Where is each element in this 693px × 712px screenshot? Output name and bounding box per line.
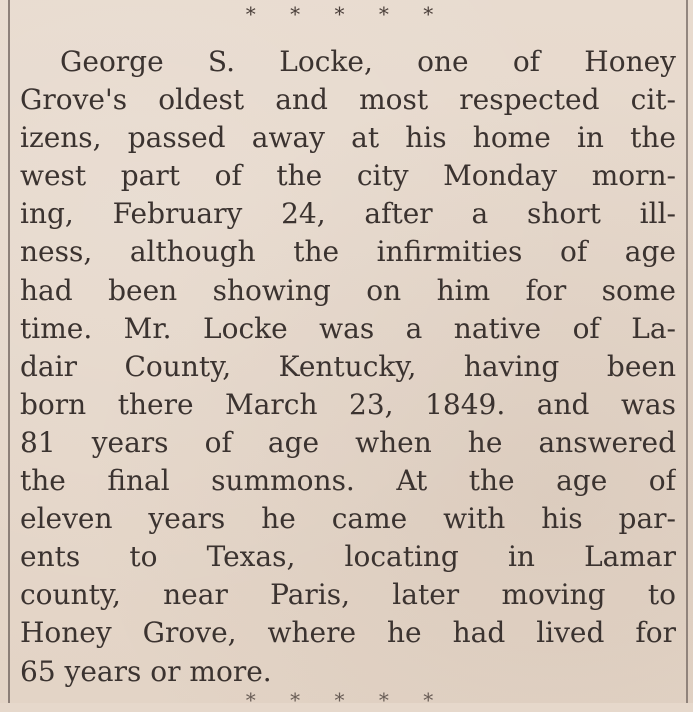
section-divider-bottom: * * * * * <box>245 688 448 712</box>
article-line: eleven years he came with his par- <box>20 502 676 536</box>
article-line: born there March 23, 1849. and was <box>20 387 676 421</box>
article-line: ing, February 24, after a short ill- <box>20 197 676 231</box>
article-line: the final summons. At the age of <box>20 464 676 498</box>
section-divider-top: * * * * * <box>245 2 448 26</box>
article-line: Grove's oldest and most respected cit- <box>20 83 676 117</box>
article-line: county, near Paris, later moving to <box>20 578 676 612</box>
article-line: izens, passed away at his home in the <box>20 121 676 155</box>
article-line: had been showing on him for some <box>20 273 676 307</box>
column-rule-left <box>8 0 10 703</box>
column-rule-right <box>686 0 688 703</box>
article-line: 65 years or more. <box>20 654 272 688</box>
article-line: 81 years of age when he answered <box>20 425 676 459</box>
obituary-article <box>20 43 676 691</box>
article-line: ents to Texas, locating in Lamar <box>20 540 676 574</box>
article-line: west part of the city Monday morn- <box>20 159 676 193</box>
article-line: time. Mr. Locke was a native of La- <box>20 311 676 345</box>
article-line: ness, although the infirmities of age <box>20 235 676 269</box>
article-line: George S. Locke, one of Honey <box>60 45 676 78</box>
article-line: dair County, Kentucky, having been <box>20 349 676 383</box>
article-line: Honey Grove, where he had lived for <box>20 616 676 650</box>
